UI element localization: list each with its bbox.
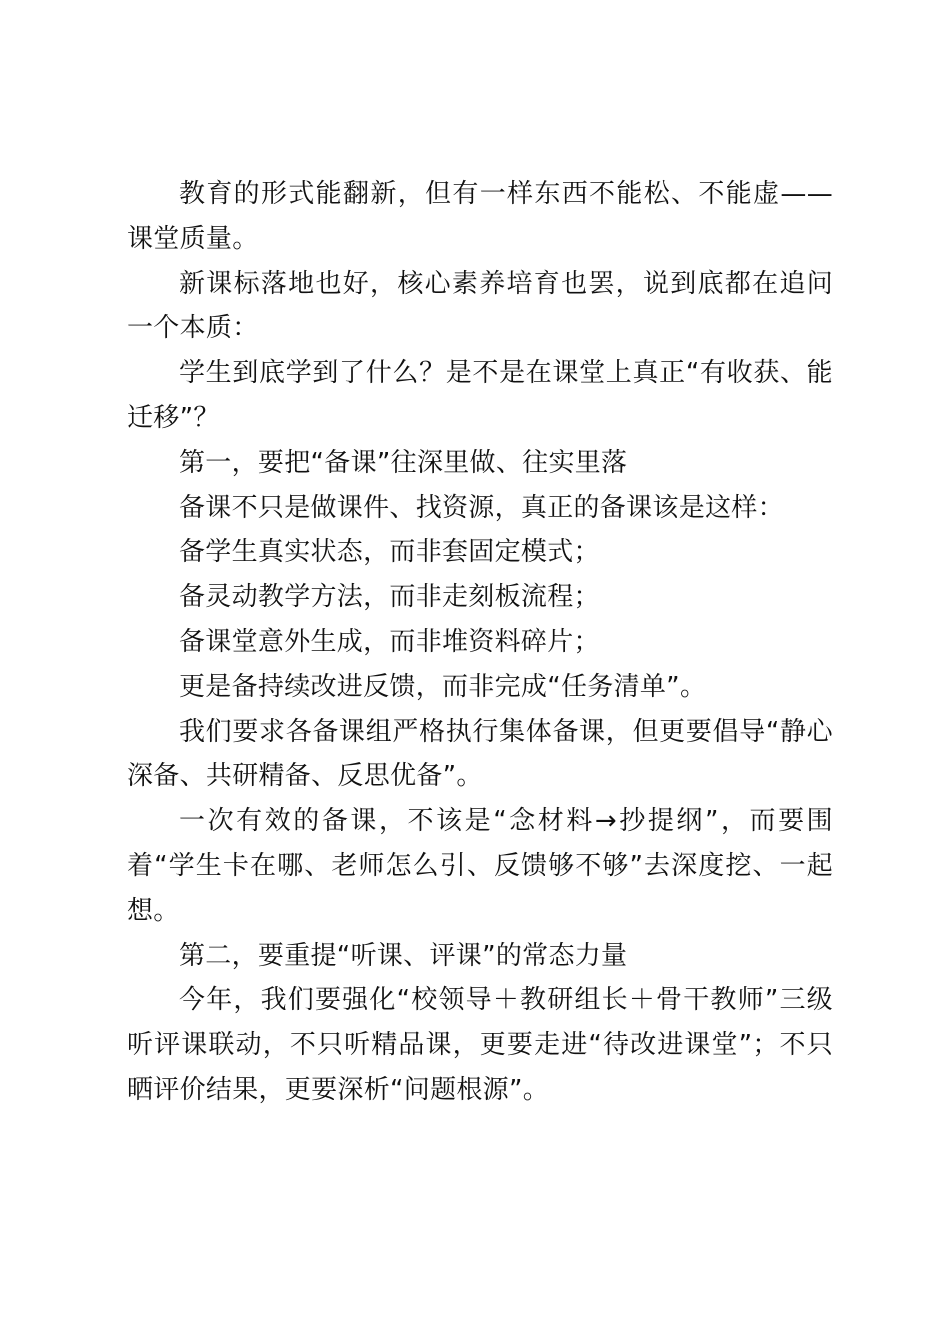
paragraph: 学生到底学到了什么？是不是在课堂上真正“有收获、能迁移”？: [127, 358, 833, 433]
paragraph: 一次有效的备课，不该是“念材料→抄提纲”，而要围着“学生卡在哪、老师怎么引、反馈够不够”去深度挖、一起想。: [127, 806, 833, 926]
section-heading: 第一，要把“备课”往深里做、往实里落: [179, 447, 628, 478]
paragraph: 我们要求各备课组严格执行集体备课，但更要倡导“静心深备、共研精备、反思优备”。: [127, 716, 833, 792]
list-item: 备灵动教学方法，而非走刻板流程；: [179, 582, 600, 613]
paragraph: 新课标落地也好，核心素养培育也罢，说到底都在追问一个本质：: [127, 268, 833, 344]
paragraph: 教育的形式能翻新，但有一样东西不能松、不能虚——课堂质量。: [127, 179, 833, 254]
list-item: 备学生真实状态，而非套固定模式；: [179, 537, 600, 568]
paragraph: 备课不只是做课件、找资源，真正的备课该是这样：: [179, 492, 784, 523]
list-item: 备课堂意外生成，而非堆资料碎片；: [179, 626, 600, 657]
document-body: [127, 172, 833, 1113]
paragraph: 今年，我们要强化“校领导＋教研组长＋骨干教师”三级听评课联动，不只听精品课，更要走进“待改进课堂”；不只晒评价结果，更要深析“问题根源”。: [127, 985, 833, 1105]
list-item: 更是备持续改进反馈，而非完成“任务清单”。: [179, 671, 707, 702]
section-heading: 第二，要重提“听课、评课”的常态力量: [179, 940, 628, 971]
